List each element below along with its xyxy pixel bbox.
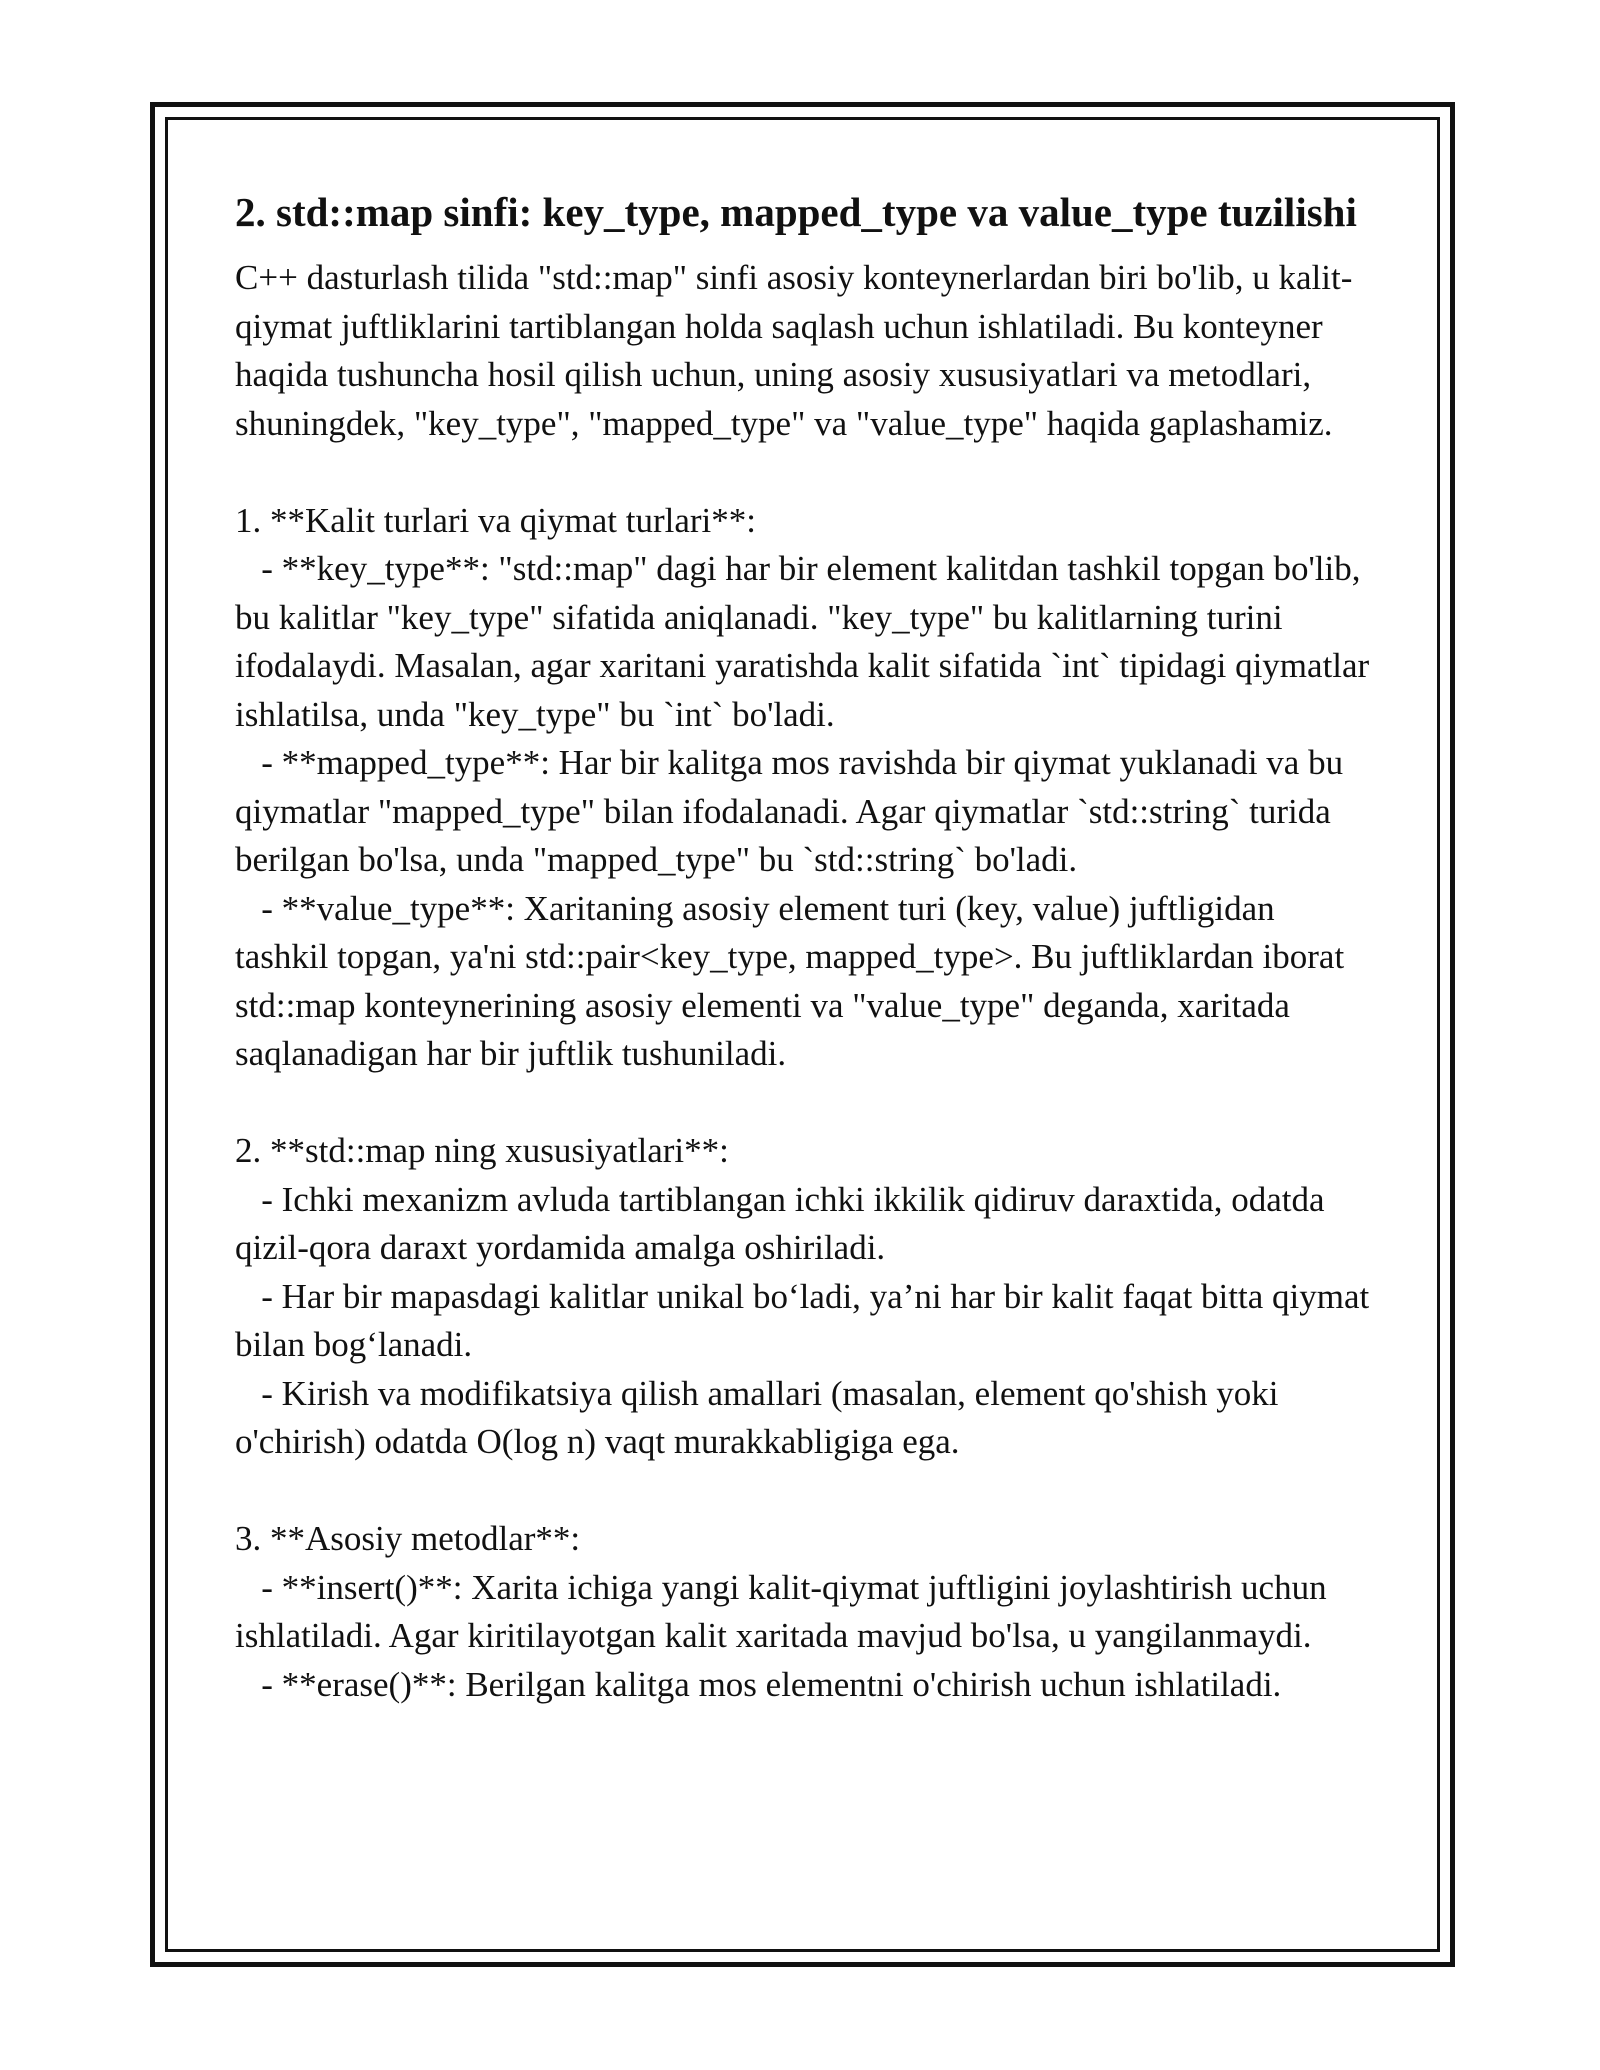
section-title: 3. **Asosiy metodlar**: bbox=[235, 1519, 581, 1558]
section-methods bbox=[235, 1515, 1375, 1709]
list-item: - **value_type**: Xaritaning asosiy element turi (key, value) juftligidan tashkil topgan, ya'ni std::pair<key_type, mapped_type>. Bu juftliklardan iborat std::map konteynerining asosiy elementi va "value_type" deganda, xaritada saqlanadigan har bir juftlik tushuniladi. bbox=[235, 888, 1353, 1073]
section-heading: 2. std::map sinfi: key_type, mapped_type va value_type tuzilishi bbox=[235, 189, 1357, 235]
document-body bbox=[235, 184, 1378, 1709]
section-properties bbox=[235, 1127, 1378, 1467]
section-key-types bbox=[235, 497, 1378, 1079]
list-item: - **insert()**: Xarita ichiga yangi kalit-qiymat juftligini joylashtirish uchun ishlatiladi. Agar kiritilayotgan kalit xaritada mavjud bo'lsa, u yangilanmaydi. bbox=[235, 1567, 1336, 1655]
intro-paragraph: C++ dasturlash tilida "std::map" sinfi asosiy konteynerlardan biri bo'lib, u kalit-qiymat juftliklarini tartiblangan holda saqlash uchun ishlatiladi. Bu konteyner haqida tushuncha hosil qilish uchun, uning asosiy xususiyatlari va metodlari, shuningdek, "key_type", "mapped_type" va "value_type" haqida gaplashamiz. bbox=[235, 258, 1353, 443]
section-title: 2. **std::map ning xususiyatlari**: bbox=[235, 1131, 729, 1170]
list-item: - **key_type**: "std::map" dagi har bir element kalitdan tashkil topgan bo'lib, bu kalitlar "key_type" sifatida aniqlanadi. "key_type" bu kalitlarning turini ifodalaydi. Masalan, agar xaritani yaratishda kalit sifatida `int` tipidagi qiymatlar ishlatilsa, unda "key_type" bu `int` bo'ladi. bbox=[235, 549, 1378, 734]
section-title: 1. **Kalit turlari va qiymat turlari**: bbox=[235, 500, 756, 540]
list-item: - **mapped_type**: Har bir kalitga mos ravishda bir qiymat yuklanadi va bu qiymatlar "mapped_type" bilan ifodalanadi. Agar qiymatlar `std::string` turida berilgan bo'lsa, unda "mapped_type" bu `std::string` bo'ladi. bbox=[235, 743, 1352, 879]
list-item: - Kirish va modifikatsiya qilish amallari (masalan, element qo'shish yoki o'chirish) odatda O(log n) vaqt murakkabligiga ega. bbox=[235, 1373, 1288, 1461]
list-item: - Ichki mexanizm avluda tartiblangan ichki ikkilik qidiruv daraxtida, odatda qizil-qora daraxt yordamida amalga oshiriladi. bbox=[235, 1179, 1334, 1267]
list-item: - Har bir mapasdagi kalitlar unikal bo‘ladi, ya’ni har bir kalit faqat bitta qiymat bilan bog‘lanadi. bbox=[235, 1276, 1378, 1364]
list-item: - **erase()**: Berilgan kalitga mos elementni o'chirish uchun ishlatiladi. bbox=[235, 1664, 1282, 1704]
